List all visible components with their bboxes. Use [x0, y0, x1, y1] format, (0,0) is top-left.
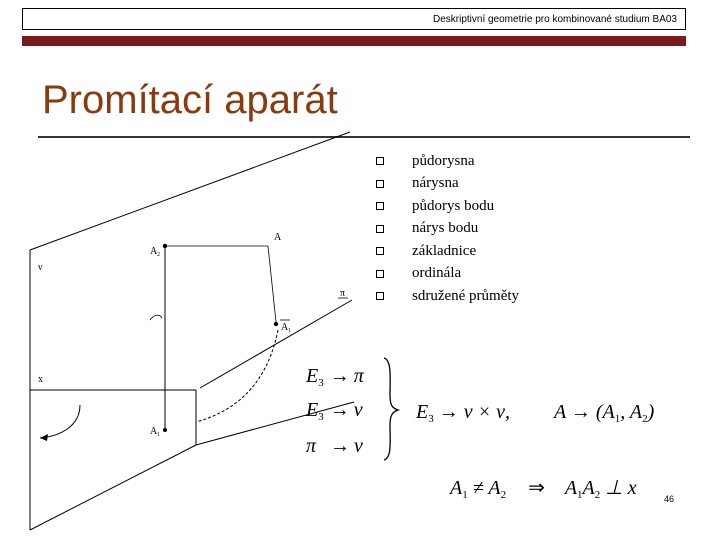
label-a1-rotated-sub: 1: [157, 432, 160, 438]
label-x: x: [38, 374, 43, 385]
formula-e3-nu-x-nu: $E_3 \to \nu \times \nu$,: [416, 401, 510, 425]
label-a1: A: [281, 322, 289, 333]
course-title: Deskriptivní geometrie pro kombinované studium BA03: [432, 14, 677, 25]
point-a1: [274, 322, 278, 326]
label-a2: A: [150, 246, 158, 257]
bullet-label: nárys bodu: [412, 220, 479, 237]
brace-icon: [384, 358, 398, 460]
arrow-head-icon: [40, 434, 48, 441]
point-a2: [163, 244, 167, 248]
bullet-label: základnice: [412, 242, 477, 259]
bullet-label: půdorys bodu: [412, 197, 495, 214]
small-arc: [150, 315, 162, 320]
slide-title: Promítací aparát: [42, 78, 338, 122]
page-number: 46: [664, 494, 675, 504]
label-nu: ν: [38, 262, 43, 273]
bullet-label: sdružené průměty: [412, 287, 520, 304]
formula-mapping: $A \to (A_1$, $A_2$): [554, 401, 655, 425]
point-a1-rotated: [163, 428, 167, 432]
bullet-label: ordinála: [412, 265, 462, 282]
bullet-label: půdorysna: [412, 152, 475, 169]
formula-pi-nu: π → ν: [306, 435, 363, 457]
label-a1-sub: 1: [288, 328, 291, 334]
projection-line-a1: [268, 246, 276, 322]
bullet-label: nárysna: [412, 175, 459, 192]
label-a2-sub: 2: [157, 252, 160, 258]
nu-plane-top-edge: [30, 132, 350, 250]
label-a1-rotated: A: [150, 426, 158, 437]
label-a: A: [274, 232, 282, 243]
formula-e3-pi: $E_3 \to \pi$: [306, 365, 364, 389]
formula-e3-nu: $E_3 \to \nu$: [306, 399, 363, 423]
rotation-arc: [196, 330, 278, 422]
label-pi: π: [340, 288, 346, 299]
formula-condition: $A_1 \ne A_2$ ⇒ $A_1A_2$ ⊥ x: [450, 477, 637, 501]
rotation-arrow: [40, 405, 80, 438]
nu-plane-bottom-left: [30, 445, 196, 530]
